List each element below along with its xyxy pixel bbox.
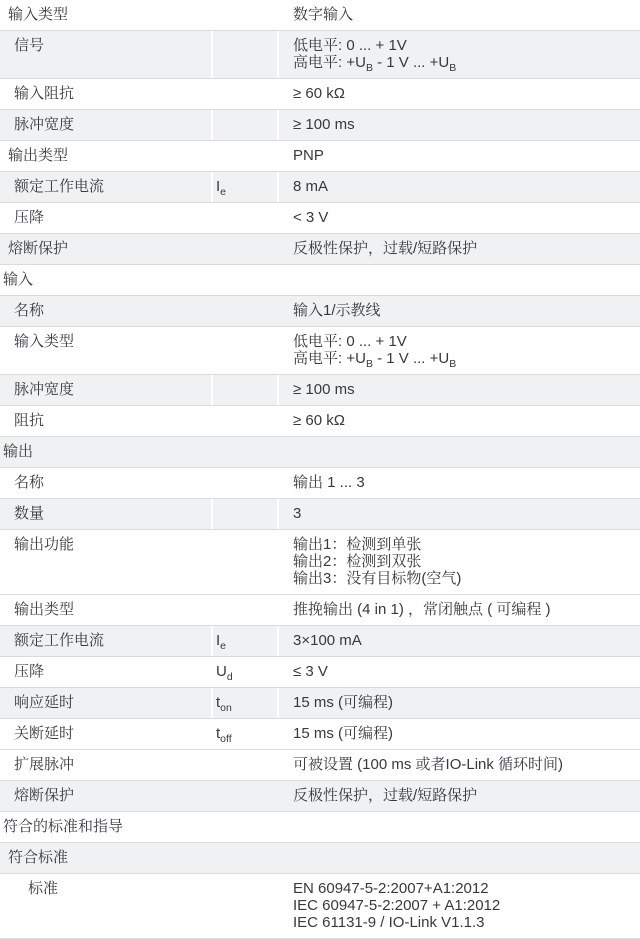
row-value [279,234,640,264]
row-symbol [213,110,277,140]
row-label: 关断延时 [0,719,211,749]
spec-row [0,234,640,265]
row-value-line: IEC 60947-5-2:2007 + A1:2012 [293,897,501,914]
row-value-line: 输出1：检测到单张 [293,536,422,553]
spec-row [0,468,640,499]
section-header-label: 符合的标准和指导 [0,812,640,842]
section-header-row [0,843,640,874]
row-value [279,203,640,233]
subscript: e [220,186,227,198]
row-label: 阻抗 [0,406,211,436]
section-header-label: 输出 [0,437,640,467]
row-symbol [213,468,279,498]
row-value-line: ≤ 3 V [293,663,328,680]
row-value-line: ≥ 100 ms [293,381,355,398]
row-symbol: $I_e$ [213,172,277,202]
row-value-line: 8 mA [293,178,329,195]
row-value-line: 3×100 mA [293,632,362,649]
row-value [279,172,640,202]
row-symbol [213,0,277,30]
row-value-line: IEC 61131-9 / IO-Link V1.1.3 [293,914,485,931]
row-value-line: 输入1/示教线 [293,302,381,319]
section-header-label: 符合标准 [0,843,640,873]
spec-row [0,874,640,939]
row-value-line: 3 [293,505,302,522]
row-value [279,110,640,140]
row-value-line: 反极性保护，过载/短路保护 [293,240,478,257]
row-symbol [213,296,279,326]
subscript: e [220,640,227,652]
row-value [279,406,640,436]
row-value-line: 高电平: $+U_B - 1$ V ... $+U_B$ [293,350,457,370]
row-value [279,499,640,529]
spec-row [0,203,640,234]
row-label: 输入阻抗 [0,79,211,109]
spec-row [0,172,640,203]
row-label: 信号 [0,31,211,78]
spec-row [0,626,640,657]
subscript: on [220,702,232,714]
spec-row [0,406,640,437]
row-symbol: $U_d$ [213,657,277,687]
row-label: 输入类型 [0,327,211,374]
spec-row [0,688,640,719]
row-value-line: 反极性保护，过载/短路保护 [293,787,478,804]
row-symbol: $t_{on}$ [213,688,277,718]
row-symbol [213,79,277,109]
row-label: 熔断保护 [0,234,213,264]
row-value [279,468,640,498]
row-value [279,626,640,656]
row-label: 压降 [0,203,211,233]
row-value-line: 可被设置 (100 ms 或者IO-Link 循环时间) [293,756,564,773]
spec-row [0,296,640,327]
spec-row [0,141,640,172]
spec-row [0,31,640,79]
row-symbol [213,327,277,374]
row-label: 名称 [0,296,213,326]
row-value [279,719,640,749]
row-symbol [213,141,277,171]
row-value [279,657,640,687]
row-label: 熔断保护 [0,781,213,811]
row-label: 数量 [0,499,211,529]
section-header-label: 输入 [0,265,640,295]
subscript: B [449,358,457,370]
row-value [279,141,640,171]
row-value-line: 15 ms (可编程) [293,694,394,711]
row-value-line: 输出3：没有目标物(空气) [293,570,462,587]
row-symbol [213,595,279,625]
row-value-line: 低电平: 0 ... + 1V [293,333,407,350]
row-value-line: 低电平: 0 ... + 1V [293,37,407,54]
row-value [279,530,640,594]
row-value-line: 高电平: $+U_B - 1$ V ... $+U_B$ [293,54,457,74]
row-symbol [213,874,277,938]
row-value [279,874,640,938]
row-symbol [213,781,279,811]
row-value-line: 数字输入 [293,6,354,23]
spec-row [0,781,640,812]
row-value [279,327,640,374]
spec-row [0,79,640,110]
row-label: 脉冲宽度 [0,375,211,405]
subscript: off [220,733,232,745]
row-value [279,31,640,78]
row-value [279,595,640,625]
section-header-row [0,437,640,468]
row-symbol [213,375,277,405]
row-value [279,375,640,405]
row-label: 输出类型 [0,141,211,171]
row-symbol: $t_{off}$ [213,719,277,749]
row-value [279,781,640,811]
row-label: 输入类型 [0,0,211,30]
row-value-line: 推挽输出 (4 in 1) ，常闭触点 ( 可编程 ) [293,601,551,618]
subscript: B [365,358,373,370]
spec-row [0,110,640,141]
spec-row [0,499,640,530]
row-value-line: PNP [293,147,324,164]
spec-row [0,375,640,406]
row-symbol [213,203,277,233]
row-value-line: ≥ 100 ms [293,116,355,133]
row-label: 响应延时 [0,688,211,718]
section-header-row [0,812,640,843]
row-value [279,750,640,780]
row-label: 额定工作电流 [0,172,211,202]
row-label: 输出类型 [0,595,213,625]
spec-row [0,719,640,750]
row-value [279,688,640,718]
section-header-row [0,265,640,296]
row-label: 标准 [0,874,211,938]
row-symbol [213,530,277,594]
row-value [279,0,640,30]
row-value-line: EN 60947-5-2:2007+A1:2012 [293,880,489,897]
row-value-line: 15 ms (可编程) [293,725,394,742]
row-label: 脉冲宽度 [0,110,211,140]
row-symbol [213,750,279,780]
row-label: 名称 [0,468,213,498]
row-symbol [213,499,277,529]
row-value-line: ≥ 60 kΩ [293,85,345,102]
row-value-line: < 3 V [293,209,329,226]
subscript: B [365,62,373,74]
row-value [279,79,640,109]
row-symbol [213,234,279,264]
row-value-line: 输出2：检测到双张 [293,553,422,570]
subscript: B [449,62,457,74]
row-value [279,296,640,326]
row-label: 输出功能 [0,530,211,594]
subscript: d [226,671,233,683]
row-symbol [213,406,277,436]
spec-row [0,530,640,595]
row-symbol: $I_e$ [213,626,277,656]
row-label: 额定工作电流 [0,626,211,656]
spec-row [0,0,640,31]
row-label: 扩展脉冲 [0,750,213,780]
row-value-line: 输出 1 ... 3 [293,474,365,491]
spec-row [0,750,640,781]
spec-row [0,595,640,626]
spec-row [0,327,640,375]
row-label: 压降 [0,657,211,687]
row-symbol [213,31,277,78]
row-value-line: ≥ 60 kΩ [293,412,345,429]
spec-row [0,657,640,688]
